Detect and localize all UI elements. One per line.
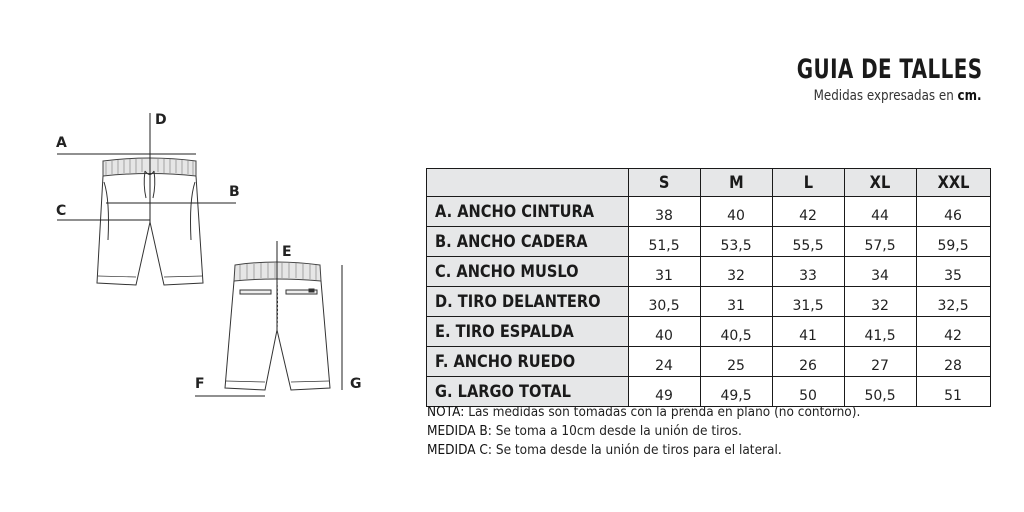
row-label: G. LARGO TOTAL <box>427 377 629 407</box>
cell-value: 32 <box>700 257 772 287</box>
cell-value: 31 <box>700 287 772 317</box>
size-header-m: M <box>700 169 772 197</box>
cell-value: 59,5 <box>916 227 990 257</box>
cell-value: 24 <box>628 347 700 377</box>
cell-value: 51 <box>916 377 990 407</box>
note-key: MEDIDA C: <box>427 442 492 458</box>
table-row <box>427 347 991 377</box>
note-line <box>427 403 860 422</box>
cell-value: 42 <box>916 317 990 347</box>
size-header-s: S <box>628 169 700 197</box>
note-line <box>427 422 860 441</box>
cell-value: 41 <box>772 317 844 347</box>
cell-value: 41,5 <box>844 317 916 347</box>
cell-value: 38 <box>628 197 700 227</box>
table-row <box>427 377 991 407</box>
cell-value: 33 <box>772 257 844 287</box>
cell-value: 35 <box>916 257 990 287</box>
row-label: E. TIRO ESPALDA <box>427 317 629 347</box>
cell-value: 34 <box>844 257 916 287</box>
note-text: Las medidas son tomadas con la prenda en plano (no contorno). <box>464 404 861 420</box>
cell-value: 49,5 <box>700 377 772 407</box>
cell-value: 50 <box>772 377 844 407</box>
table-row <box>427 287 991 317</box>
size-header-row <box>427 169 991 197</box>
cell-value: 25 <box>700 347 772 377</box>
row-label: D. TIRO DELANTERO <box>427 287 629 317</box>
diagram-label-f: F <box>195 376 205 392</box>
diagram-label-b: B <box>229 184 240 200</box>
cell-value: 50,5 <box>844 377 916 407</box>
row-label: F. ANCHO RUEDO <box>427 347 629 377</box>
cell-value: 40 <box>700 197 772 227</box>
row-label: B. ANCHO CADERA <box>427 227 629 257</box>
table-row <box>427 317 991 347</box>
diagram-label-e: E <box>282 244 292 260</box>
page-title: GUIA DE TALLES <box>796 54 982 85</box>
shorts-measurement-diagram <box>0 0 400 512</box>
table-row <box>427 257 991 287</box>
size-table <box>426 168 991 407</box>
note-text: Se toma desde la unión de tiros para el lateral. <box>491 442 782 458</box>
note-key: NOTA: <box>427 404 465 420</box>
diagram-label-g: G <box>350 376 362 392</box>
cell-value: 46 <box>916 197 990 227</box>
note-text: Se toma a 10cm desde la unión de tiros. <box>491 423 742 439</box>
table-row <box>427 227 991 257</box>
size-header-l: L <box>772 169 844 197</box>
table-row <box>427 197 991 227</box>
cell-value: 28 <box>916 347 990 377</box>
header-corner-cell <box>427 169 629 197</box>
diagram-label-a: A <box>56 135 67 151</box>
cell-value: 51,5 <box>628 227 700 257</box>
cell-value: 30,5 <box>628 287 700 317</box>
page-subtitle <box>814 88 982 104</box>
row-label: A. ANCHO CINTURA <box>427 197 629 227</box>
diagram-label-d: D <box>155 112 167 128</box>
cell-value: 31 <box>628 257 700 287</box>
cell-value: 32,5 <box>916 287 990 317</box>
cell-value: 32 <box>844 287 916 317</box>
diagram-label-c: C <box>56 203 67 219</box>
cell-value: 26 <box>772 347 844 377</box>
row-label: C. ANCHO MUSLO <box>427 257 629 287</box>
cell-value: 55,5 <box>772 227 844 257</box>
size-header-xxl: XXL <box>916 169 990 197</box>
size-header-xl: XL <box>844 169 916 197</box>
cell-value: 40,5 <box>700 317 772 347</box>
cell-value: 40 <box>628 317 700 347</box>
cell-value: 27 <box>844 347 916 377</box>
cell-value: 44 <box>844 197 916 227</box>
note-key: MEDIDA B: <box>427 423 492 439</box>
note-line <box>427 441 860 460</box>
cell-value: 53,5 <box>700 227 772 257</box>
subtitle-unit: cm. <box>958 88 982 104</box>
cell-value: 42 <box>772 197 844 227</box>
measurement-lines <box>57 113 342 396</box>
cell-value: 57,5 <box>844 227 916 257</box>
subtitle-text: Medidas expresadas en <box>814 88 955 104</box>
notes-block <box>427 403 909 460</box>
cell-value: 49 <box>628 377 700 407</box>
cell-value: 31,5 <box>772 287 844 317</box>
